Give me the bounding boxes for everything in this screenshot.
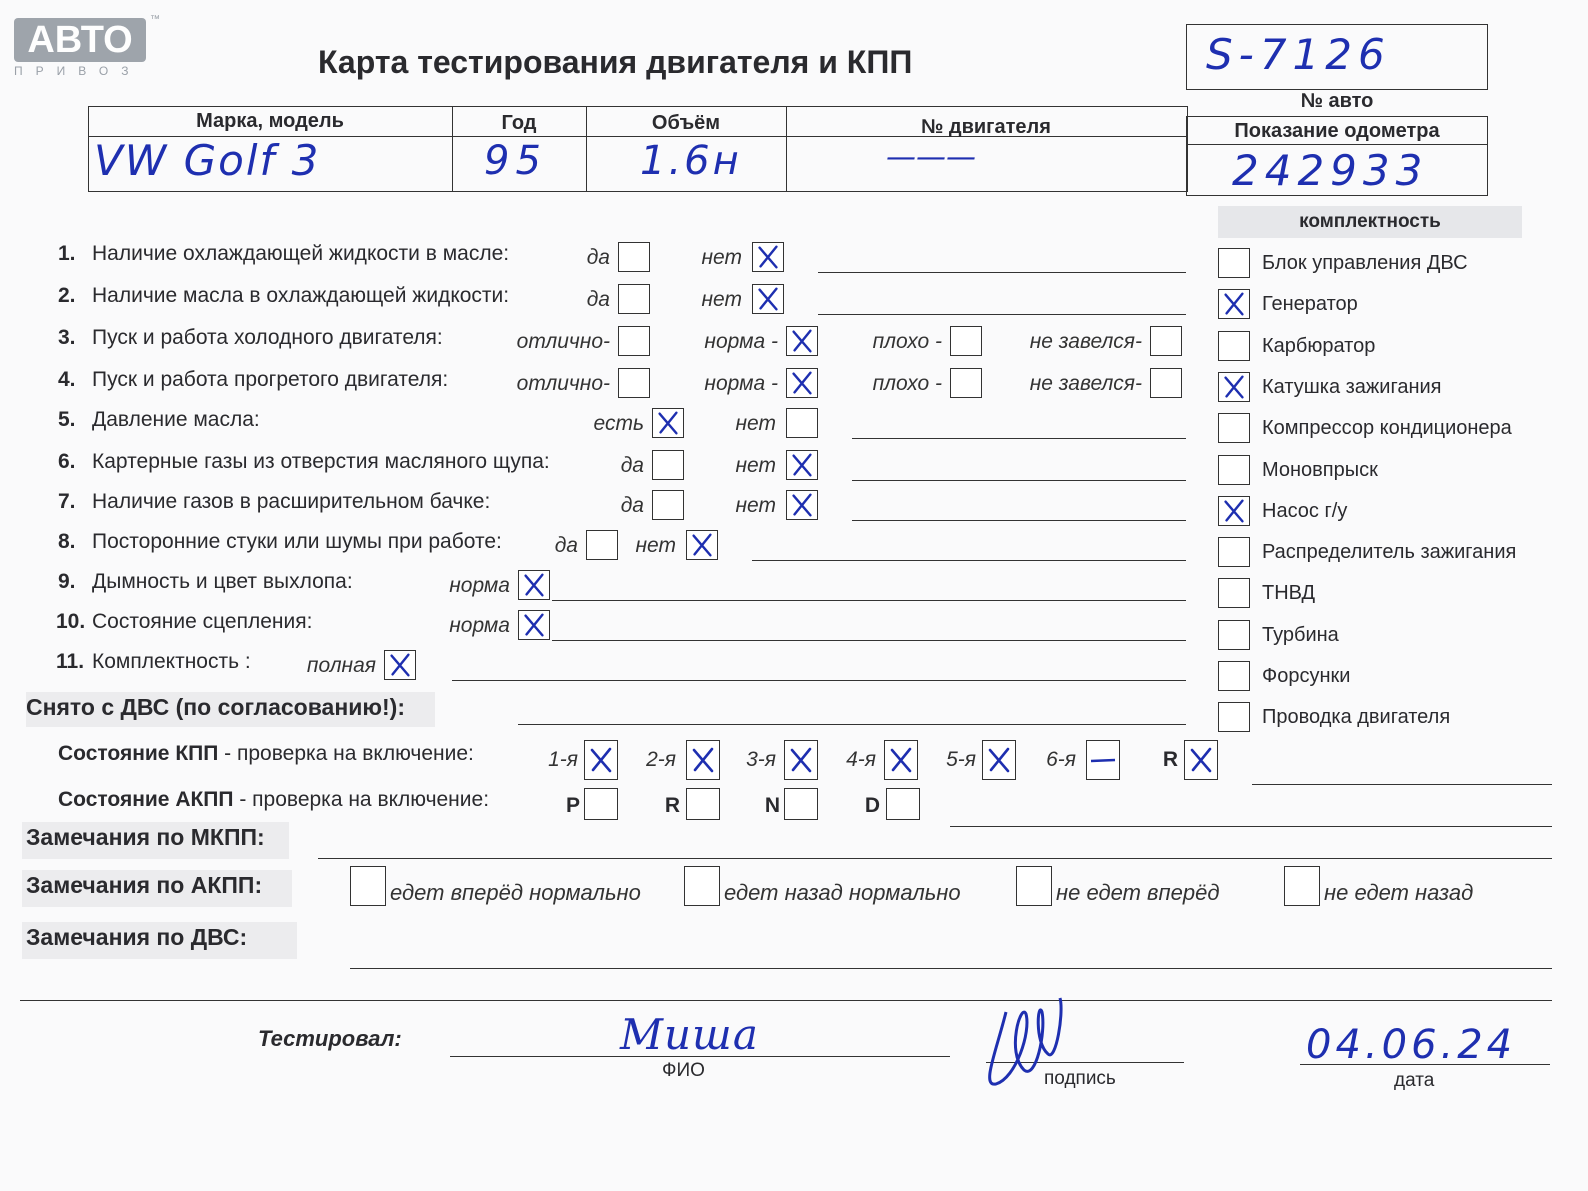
date-caption: дата [1394,1070,1435,1091]
date-value: 04.06.24 [1306,1022,1517,1068]
volume-label: Объём [651,112,721,134]
item-text: Наличие газов в расширительном бачке: [92,490,491,513]
check-mark-icon [1219,290,1249,318]
item-number: 8. [58,530,76,553]
option-label: нет [735,494,776,517]
make-model-value: VW Golf 3 [94,136,321,185]
odometer-label: Показание одометра [1234,120,1440,142]
option-checkbox[interactable] [950,326,982,356]
completeness-item-label: Компрессор кондиционера [1262,417,1512,440]
kpp-label: Состояние КПП - проверка на включение: [58,742,474,765]
gear-checkbox[interactable] [982,740,1016,780]
mkpp-remarks-line[interactable] [318,858,1552,859]
gear-label: 3-я [746,748,776,771]
item-text: Дымность и цвет выхлопа: [92,570,353,593]
option-checkbox[interactable] [752,242,784,272]
akpp-mode-checkbox[interactable] [784,788,818,820]
check-mark-icon [519,611,549,639]
item-notes-line[interactable] [452,680,1186,681]
check-mark-icon [1219,373,1249,401]
gear-checkbox[interactable] [784,740,818,780]
item-text: Комплектность : [92,650,251,673]
item-number: 9. [58,570,76,593]
dvs-remarks-line-1[interactable] [350,968,1552,969]
option-label: плохо - [872,330,942,353]
gear-checkbox[interactable] [884,740,918,780]
mkpp-remarks-label: Замечания по МКПП: [22,822,289,859]
option-checkbox[interactable] [384,650,416,680]
option-label: норма - [704,330,778,353]
year-label: Год [501,112,537,134]
option-checkbox[interactable] [618,368,650,398]
option-label: нет [701,246,742,269]
option-checkbox[interactable] [652,408,684,438]
gear-label: 2-я [646,748,676,771]
check-mark-icon [787,327,817,355]
check-mark-icon [687,531,717,559]
engine-number-value: ——— [886,140,976,175]
option-checkbox[interactable] [518,570,550,600]
check-mark-icon [653,409,683,437]
check-mark-icon [885,741,917,779]
gear-checkbox[interactable] [584,740,618,780]
completeness-checkbox[interactable] [1218,455,1250,485]
make-model-label: Марка, модель [196,110,344,132]
logo-tm: ™ [150,14,160,25]
item-number: 4. [58,368,76,391]
option-checkbox[interactable] [652,490,684,520]
check-mark-icon [785,741,817,779]
item-number: 7. [58,490,76,513]
akpp-remark-option: не едет вперёд [1056,880,1220,905]
option-checkbox[interactable] [786,490,818,520]
option-label: да [620,454,644,477]
completeness-checkbox[interactable] [1218,372,1250,402]
check-mark-icon [753,285,783,313]
removed-line[interactable] [518,724,1186,725]
option-label: да [586,246,610,269]
option-label: нет [735,412,776,435]
completeness-checkbox[interactable] [1218,661,1250,691]
check-mark-icon [585,741,617,779]
option-label: есть [593,412,644,435]
dvs-remarks-line-2[interactable] [20,1000,1552,1001]
akpp-mode-label: N [764,794,780,817]
option-checkbox[interactable] [786,450,818,480]
item-number: 5. [58,408,76,431]
signature-caption: подпись [1044,1068,1116,1089]
item-number: 6. [58,450,76,473]
removed-label: Снято с ДВС (по согласованию!): [26,692,435,727]
akpp-label: Состояние АКПП - проверка на включение: [58,788,490,811]
check-mark-icon [787,369,817,397]
completeness-item-label: Проводка двигателя [1262,706,1451,729]
volume-value: 1.6н [640,138,742,184]
akpp-remark-checkbox[interactable] [350,866,386,906]
option-label: отлично- [516,372,610,395]
akpp-remark-option: едет вперёд нормально [390,880,641,905]
akpp-mode-label: D [864,794,880,817]
option-label: норма [449,614,510,637]
gear-label: 5-я [946,748,976,771]
akpp-remarks-label: Замечания по АКПП: [22,870,292,907]
tested-by-label: Тестировал: [258,1026,402,1051]
option-label: да [554,534,578,557]
item-notes-line[interactable] [752,560,1186,561]
option-checkbox[interactable] [950,368,982,398]
option-label: норма [449,574,510,597]
item-text: Наличие масла в охлаждающей жидкости: [92,284,510,307]
completeness-checkbox[interactable] [1218,331,1250,361]
gear-label: 6-я [1046,748,1076,771]
item-text: Пуск и работа прогретого двигателя: [92,368,449,391]
logo-mark: АВТО [14,18,146,62]
gear-label: 1-я [548,748,578,771]
engine-number-label: № двигателя [921,116,1051,138]
option-label: да [586,288,610,311]
item-text: Посторонние стуки или шумы при работе: [92,530,502,553]
item-notes-line[interactable] [852,480,1186,481]
item-text: Картерные газы из отверстия масляного щупа: [92,450,550,473]
akpp-mode-label: P [565,794,580,817]
gear-label: R [1162,748,1178,771]
akpp-remark-checkbox[interactable] [1016,866,1052,906]
item-number: 2. [58,284,76,307]
completeness-checkbox[interactable] [1218,620,1250,650]
option-label: отлично- [516,330,610,353]
akpp-remark-option: не едет назад [1324,880,1474,905]
check-mark-icon [983,741,1015,779]
item-notes-line[interactable] [818,272,1186,273]
dvs-remarks-label: Замечания по ДВС: [22,922,297,959]
completeness-item-label: Генератор [1262,293,1358,316]
item-notes-line[interactable] [852,520,1186,521]
completeness-item-label: Блок управления ДВС [1262,252,1468,274]
option-checkbox[interactable] [786,326,818,356]
item-number: 11. [56,650,85,673]
completeness-item-label: Карбюратор [1262,334,1376,357]
name-caption: ФИО [662,1060,705,1081]
completeness-title: комплектность [1218,206,1522,238]
gear-checkbox[interactable] [1184,740,1218,780]
completeness-item-label: Распределитель зажигания [1262,541,1517,564]
option-checkbox[interactable] [1150,368,1182,398]
item-text: Пуск и работа холодного двигателя: [92,326,443,349]
item-notes-line[interactable] [818,314,1186,315]
completeness-item-label: ТНВД [1262,582,1316,605]
option-checkbox[interactable] [752,284,784,314]
item-notes-line[interactable] [552,640,1186,641]
akpp-remark-option: едет назад нормально [724,880,961,905]
option-checkbox[interactable] [586,530,618,560]
option-label: плохо - [872,372,942,395]
option-checkbox[interactable] [618,242,650,272]
gear-checkbox[interactable] [686,740,720,780]
option-checkbox[interactable] [786,368,818,398]
name-value: Миша [620,1010,759,1059]
kpp-line[interactable] [1252,784,1552,785]
car-number-label: № авто [1300,90,1374,112]
akpp-remark-checkbox[interactable] [1284,866,1320,906]
completeness-item-label: Турбина [1262,623,1339,646]
completeness-checkbox[interactable] [1218,289,1250,319]
check-mark-icon [1185,741,1217,779]
dash-mark-icon [1087,741,1119,779]
option-label: да [620,494,644,517]
item-notes-line[interactable] [552,600,1186,601]
option-label: не завелся- [1029,330,1142,353]
odometer-value: 242933 [1232,146,1429,195]
option-label: норма - [704,372,778,395]
option-checkbox[interactable] [686,530,718,560]
akpp-remark-checkbox[interactable] [684,866,720,906]
option-label: нет [701,288,742,311]
form-title: Карта тестирования двигателя и КПП [318,44,913,80]
gear-checkbox[interactable] [1086,740,1120,780]
item-number: 1. [58,242,76,265]
option-checkbox[interactable] [618,326,650,356]
completeness-checkbox[interactable] [1218,537,1250,567]
check-mark-icon [519,571,549,599]
option-checkbox[interactable] [1150,326,1182,356]
option-checkbox[interactable] [618,284,650,314]
option-label: не завелся- [1029,372,1142,395]
option-label: полная [306,654,376,677]
car-number-value: S-7126 [1206,30,1391,79]
item-text: Состояние сцепления: [92,610,313,633]
completeness-checkbox[interactable] [1218,248,1250,278]
completeness-checkbox[interactable] [1218,578,1250,608]
akpp-mode-label: R [664,794,680,817]
akpp-line[interactable] [950,826,1552,827]
gear-label: 4-я [846,748,876,771]
check-mark-icon [787,451,817,479]
check-mark-icon [385,651,415,679]
logo-subtitle: ПРИВОЗ [14,64,142,78]
completeness-item-label: Моновпрыск [1262,458,1378,481]
odometer-divider [1186,144,1488,145]
option-checkbox[interactable] [652,450,684,480]
akpp-mode-checkbox[interactable] [686,788,720,820]
item-text: Наличие охлаждающей жидкости в масле: [92,242,510,265]
completeness-item-label: Насос г/у [1262,499,1348,522]
check-mark-icon [687,741,719,779]
option-checkbox[interactable] [518,610,550,640]
option-checkbox[interactable] [786,408,818,438]
option-label: нет [635,534,676,557]
completeness-item-label: Катушка зажигания [1262,375,1442,398]
completeness-checkbox[interactable] [1218,496,1250,526]
item-number: 3. [58,326,76,349]
completeness-checkbox[interactable] [1218,702,1250,732]
year-value: 95 [484,138,547,184]
akpp-mode-checkbox[interactable] [886,788,920,820]
option-label: нет [735,454,776,477]
check-mark-icon [787,491,817,519]
item-notes-line[interactable] [852,438,1186,439]
akpp-mode-checkbox[interactable] [584,788,618,820]
item-number: 10. [56,610,86,633]
check-mark-icon [1219,497,1249,525]
avto-privoz-logo [14,14,160,78]
item-text: Давление масла: [92,408,260,431]
completeness-checkbox[interactable] [1218,413,1250,443]
check-mark-icon [753,243,783,271]
completeness-item-label: Форсунки [1262,665,1351,687]
